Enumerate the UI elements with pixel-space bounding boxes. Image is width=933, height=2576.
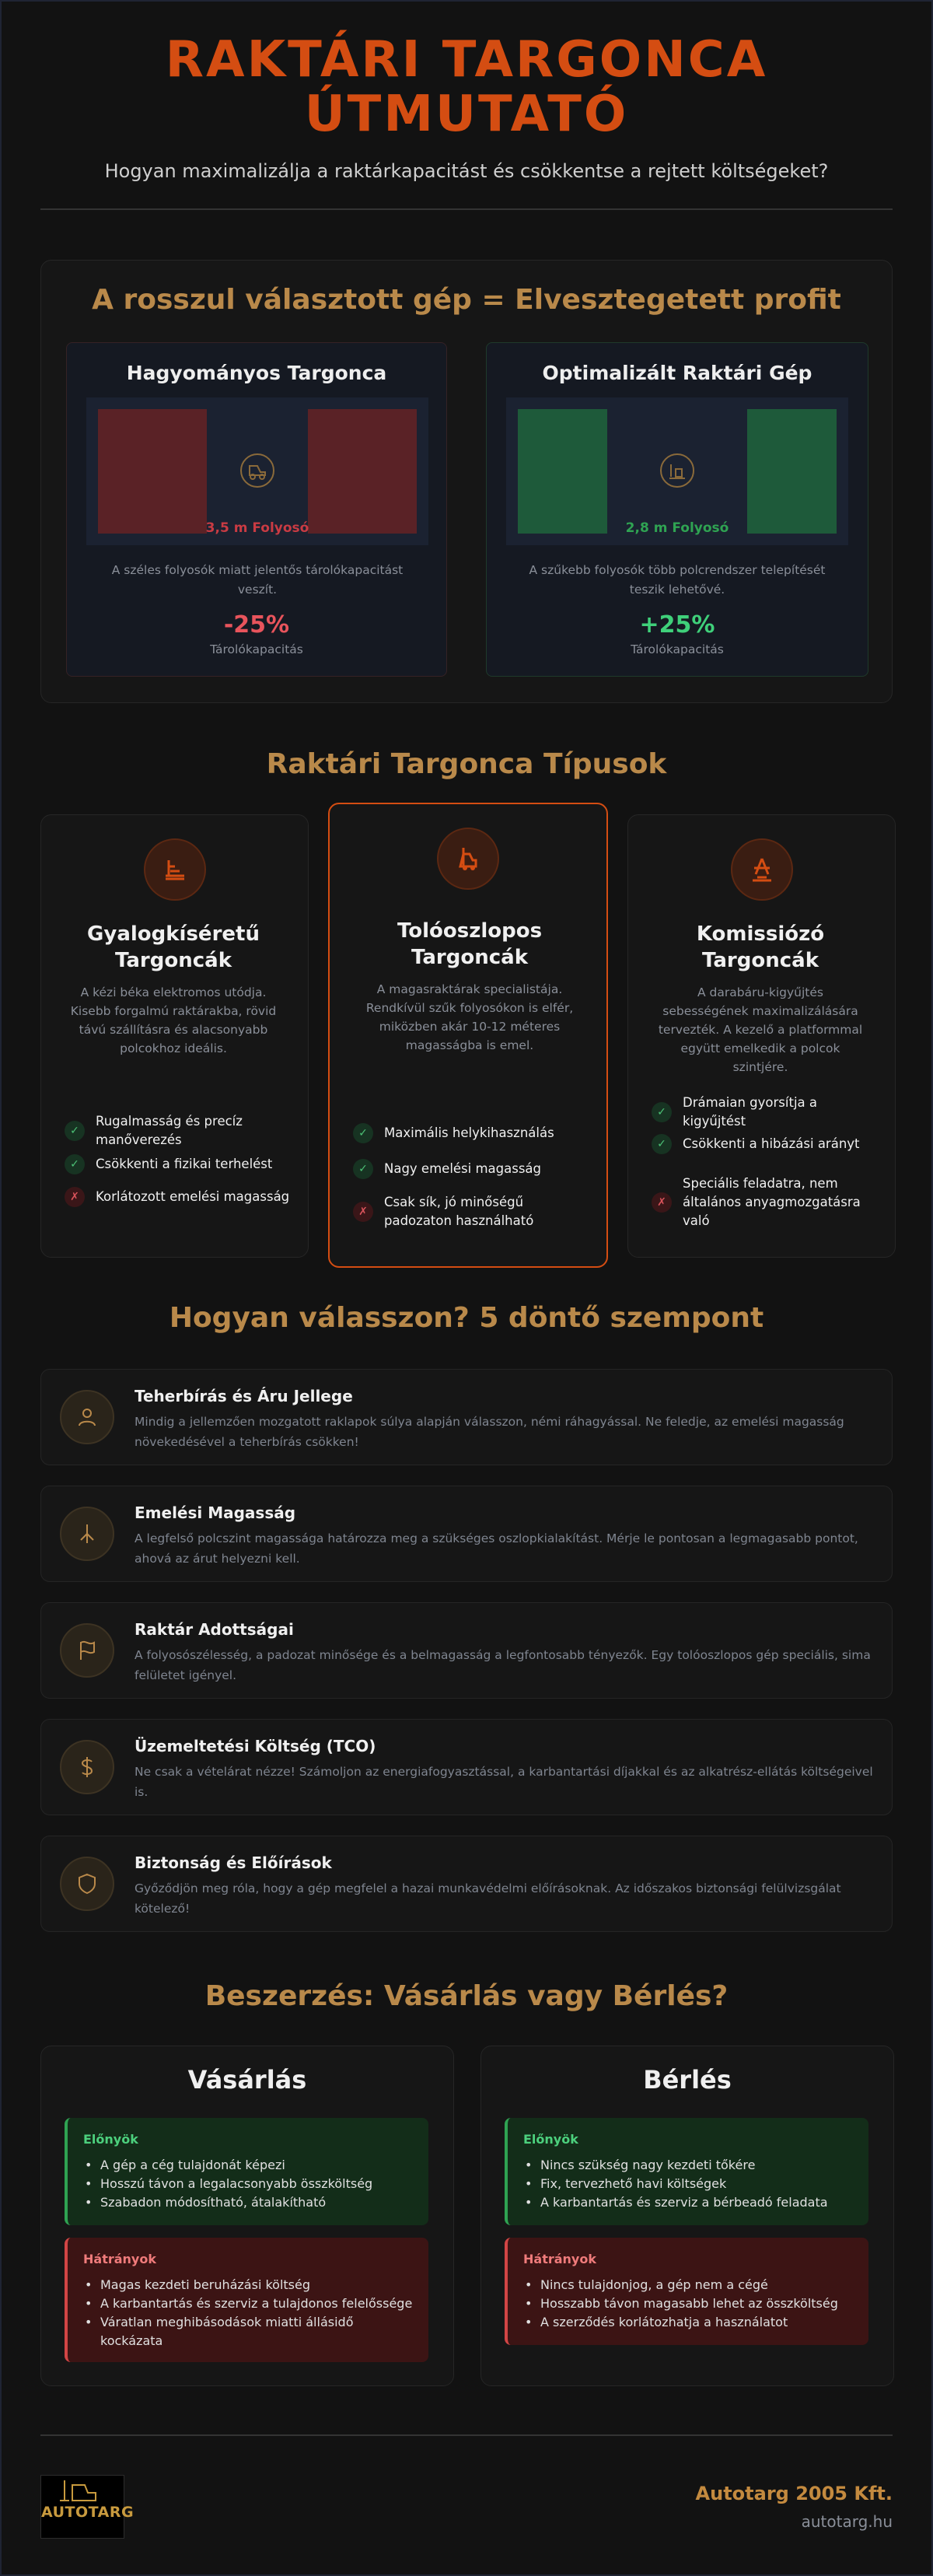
criterion-card — [40, 1369, 893, 1465]
cross-icon: ✗ — [353, 1202, 373, 1222]
types-heading: Raktári Targonca Típusok — [266, 748, 667, 780]
traditional-panel — [66, 342, 447, 677]
buy-card — [40, 2046, 454, 2386]
type-title-line1: Gyalogkíséretű — [87, 922, 260, 946]
type-title-line1: Komissiózó — [696, 922, 825, 946]
order-picker-icon — [731, 838, 793, 901]
list-item: • Nincs szükség nagy kezdeti tőkére — [523, 2156, 854, 2175]
check-icon: ✓ — [353, 1123, 373, 1143]
cons-label: Hátrányok — [83, 2252, 156, 2266]
criterion-title: Teherbírás és Áru Jellege — [135, 1387, 353, 1405]
type-title-line1: Tolóoszlopos — [397, 919, 543, 943]
criterion-description: A legfelső polcszint magassága határozza meg a szükséges oszlopkialakítást. Mérje le pontosan a legmagasabb pontot, ahová az árut helyezni kell. — [135, 1531, 858, 1566]
company-name: Autotarg 2005 Kft. — [695, 2483, 893, 2504]
logo-text: AUTOTARG — [41, 2504, 135, 2521]
user-icon — [60, 1390, 114, 1444]
feature-text: Korlátozott emelési magasság — [96, 1189, 290, 1204]
check-icon: ✓ — [65, 1154, 85, 1174]
comparison-heading: A rosszul választott gép = Elvesztegetett profit — [92, 284, 841, 316]
forklift-icon — [239, 452, 276, 489]
flag-icon — [60, 1623, 114, 1678]
traditional-capacity-value: -25% — [223, 611, 290, 639]
arrow-up-icon — [60, 1507, 114, 1561]
rent-cons — [505, 2238, 868, 2345]
feature-text: Speciális feladatra, nem általános anyagmozgatásra való — [683, 1176, 861, 1228]
rent-pros — [505, 2118, 868, 2225]
feature-item — [353, 1123, 578, 1143]
rack-right — [308, 409, 417, 534]
feature-text: Csak sík, jó minőségű padozaton használható — [384, 1195, 534, 1228]
list-item: • Szabadon módosítható, átalakítható — [83, 2193, 414, 2212]
feature-item — [353, 1193, 578, 1230]
cross-icon: ✗ — [652, 1192, 672, 1213]
reach-truck-icon — [437, 828, 499, 890]
page-title-line1: RAKTÁRI TARGONCA — [165, 31, 768, 89]
criterion-description: A folyosószélesség, a padozat minősége és a belmagasság a legfontosabb tényezők. Egy tolóoszlopos gép speciális, sima felületet igényel. — [135, 1648, 871, 1682]
rent-title: Bérlés — [643, 2065, 732, 2095]
traditional-description: A széles folyosók miatt jelentős tárolókapacitást veszít. — [111, 563, 404, 597]
forklift-logo-icon — [41, 2477, 125, 2505]
type-title-line2: Targoncák — [115, 949, 232, 972]
list-item: • Hosszabb távon magasabb lehet az összköltség — [523, 2294, 854, 2313]
feature-item — [652, 1134, 877, 1154]
type-card-picker — [627, 814, 896, 1258]
feature-item — [652, 1094, 877, 1131]
feature-item — [652, 1174, 877, 1230]
optimized-description: A szűkebb folyosók több polcrendszer telepítését teszik lehetővé. — [529, 563, 826, 597]
rent-card — [480, 2046, 894, 2386]
traditional-aisle-label: 3,5 m Folyosó — [205, 520, 309, 536]
optimized-aisle-label: 2,8 m Folyosó — [625, 520, 729, 536]
rack-right — [747, 409, 837, 534]
criterion-description: Győződjön meg róla, hogy a gép megfelel a hazai munkavédelmi előírásoknak. Az időszakos biztonsági felülvizsgálat kötelező! — [135, 1881, 841, 1916]
comparison-card — [40, 260, 893, 703]
feature-item — [65, 1112, 290, 1150]
pros-label: Előnyök — [83, 2132, 138, 2147]
feature-text: Rugalmasság és precíz manőverezés — [96, 1114, 243, 1147]
list-item: • Magas kezdeti beruházási költség — [83, 2276, 414, 2294]
criteria-heading: Hogyan válasszon? 5 döntő szempont — [169, 1302, 764, 1334]
feature-text: Csökkenti a fizikai terhelést — [96, 1157, 273, 1171]
company-logo — [40, 2475, 135, 2539]
traditional-title: Hagyományos Targonca — [126, 362, 387, 384]
list-item: • Váratlan meghibásodások miatti állásidő kockázata — [83, 2313, 414, 2350]
reach-truck-icon — [659, 452, 696, 489]
check-icon: ✓ — [652, 1102, 672, 1122]
check-icon: ✓ — [353, 1159, 373, 1179]
feature-item — [65, 1154, 290, 1174]
hero — [2, 33, 931, 182]
cross-icon: ✗ — [65, 1187, 85, 1207]
criterion-description: Mindig a jellemzően mozgatott raklapok súlya alapján válasszon, némi ráhagyással. Ne feledje, az emelési magasság növekedésével a teherbírás csökken! — [135, 1415, 844, 1449]
feature-text: Csökkenti a hibázási arányt — [683, 1136, 860, 1151]
criterion-title: Biztonság és Előírások — [135, 1853, 332, 1872]
type-description: A darabáru-kigyűjtés sebességének maximalizálására tervezték. A kezelő a platformmal együtt emelkedik a polcok szintjére. — [658, 985, 863, 1074]
feature-text: Nagy emelési magasság — [384, 1161, 542, 1176]
footer-divider — [40, 2434, 893, 2436]
list-item: • A szerződés korlátozhatja a használatot — [523, 2313, 854, 2332]
type-description: A kézi béka elektromos utódja. Kisebb forgalmú raktárakba, rövid távú szállításra és alacsonyabb polcokhoz ideális. — [70, 985, 277, 1055]
list-item: • A gép a cég tulajdonát képezi — [83, 2156, 414, 2175]
page-title-line2: ÚTMUTATÓ — [304, 86, 629, 143]
criterion-card — [40, 1836, 893, 1932]
rack-left — [518, 409, 607, 534]
buy-cons — [65, 2238, 428, 2362]
dollar-icon — [60, 1740, 114, 1794]
page-subtitle: Hogyan maximalizálja a raktárkapacitást és csökkentse a rejtett költségeket? — [104, 160, 829, 182]
criterion-card — [40, 1486, 893, 1582]
feature-item — [65, 1187, 290, 1207]
check-icon: ✓ — [65, 1121, 85, 1141]
pallet-truck-icon — [144, 838, 206, 901]
type-title-line2: Targoncák — [702, 949, 819, 972]
list-item: • Fix, tervezhető havi költségek — [523, 2175, 854, 2193]
check-icon: ✓ — [652, 1134, 672, 1154]
buy-pros — [65, 2118, 428, 2225]
rack-left — [98, 409, 207, 534]
criterion-title: Emelési Magasság — [135, 1503, 296, 1522]
type-title-line2: Targoncák — [411, 946, 528, 969]
list-item: • A karbantartás és szerviz a bérbeadó feladata — [523, 2193, 854, 2212]
feature-text: Drámaian gyorsítja a kigyűjtést — [683, 1095, 818, 1129]
type-description: A magasraktárak specialistája. Rendkívül szűk folyosókon is elfér, miközben akár 10-12 méteres magasságba is emel. — [365, 982, 574, 1052]
traditional-capacity-caption: Tárolókapacitás — [210, 642, 303, 656]
type-card-pallet — [40, 814, 309, 1258]
feature-item — [353, 1159, 578, 1179]
criterion-description: Ne csak a vételárat nézze! Számoljon az energiafogyasztással, a karbantartási díjakkal és az alkatrész-ellátás költségeivel is. — [135, 1765, 873, 1799]
optimized-title: Optimalizált Raktári Gép — [542, 362, 812, 384]
shield-icon — [60, 1857, 114, 1911]
pros-label: Előnyök — [523, 2132, 578, 2147]
criterion-card — [40, 1719, 893, 1815]
criterion-title: Raktár Adottságai — [135, 1620, 294, 1639]
optimized-panel — [486, 342, 868, 677]
criterion-card — [40, 1602, 893, 1699]
optimized-capacity-caption: Tárolókapacitás — [631, 642, 724, 656]
company-url[interactable]: autotarg.hu — [801, 2512, 893, 2531]
feature-text: Maximális helykihasználás — [384, 1125, 554, 1140]
cons-label: Hátrányok — [523, 2252, 596, 2266]
optimized-capacity-value: +25% — [639, 611, 715, 639]
buy-title: Vásárlás — [187, 2065, 307, 2095]
procurement-heading: Beszerzés: Vásárlás vagy Bérlés? — [204, 1980, 729, 2012]
divider — [40, 208, 893, 210]
type-card-reach — [328, 803, 608, 1268]
traditional-aisle-diagram — [86, 397, 428, 545]
list-item: • A karbantartás és szerviz a tulajdonos felelőssége — [83, 2294, 414, 2313]
optimized-aisle-diagram — [506, 397, 848, 545]
list-item: • Hosszú távon a legalacsonyabb összköltség — [83, 2175, 414, 2193]
criterion-title: Üzemeltetési Költség (TCO) — [135, 1737, 376, 1755]
list-item: • Nincs tulajdonjog, a gép nem a cégé — [523, 2276, 854, 2294]
